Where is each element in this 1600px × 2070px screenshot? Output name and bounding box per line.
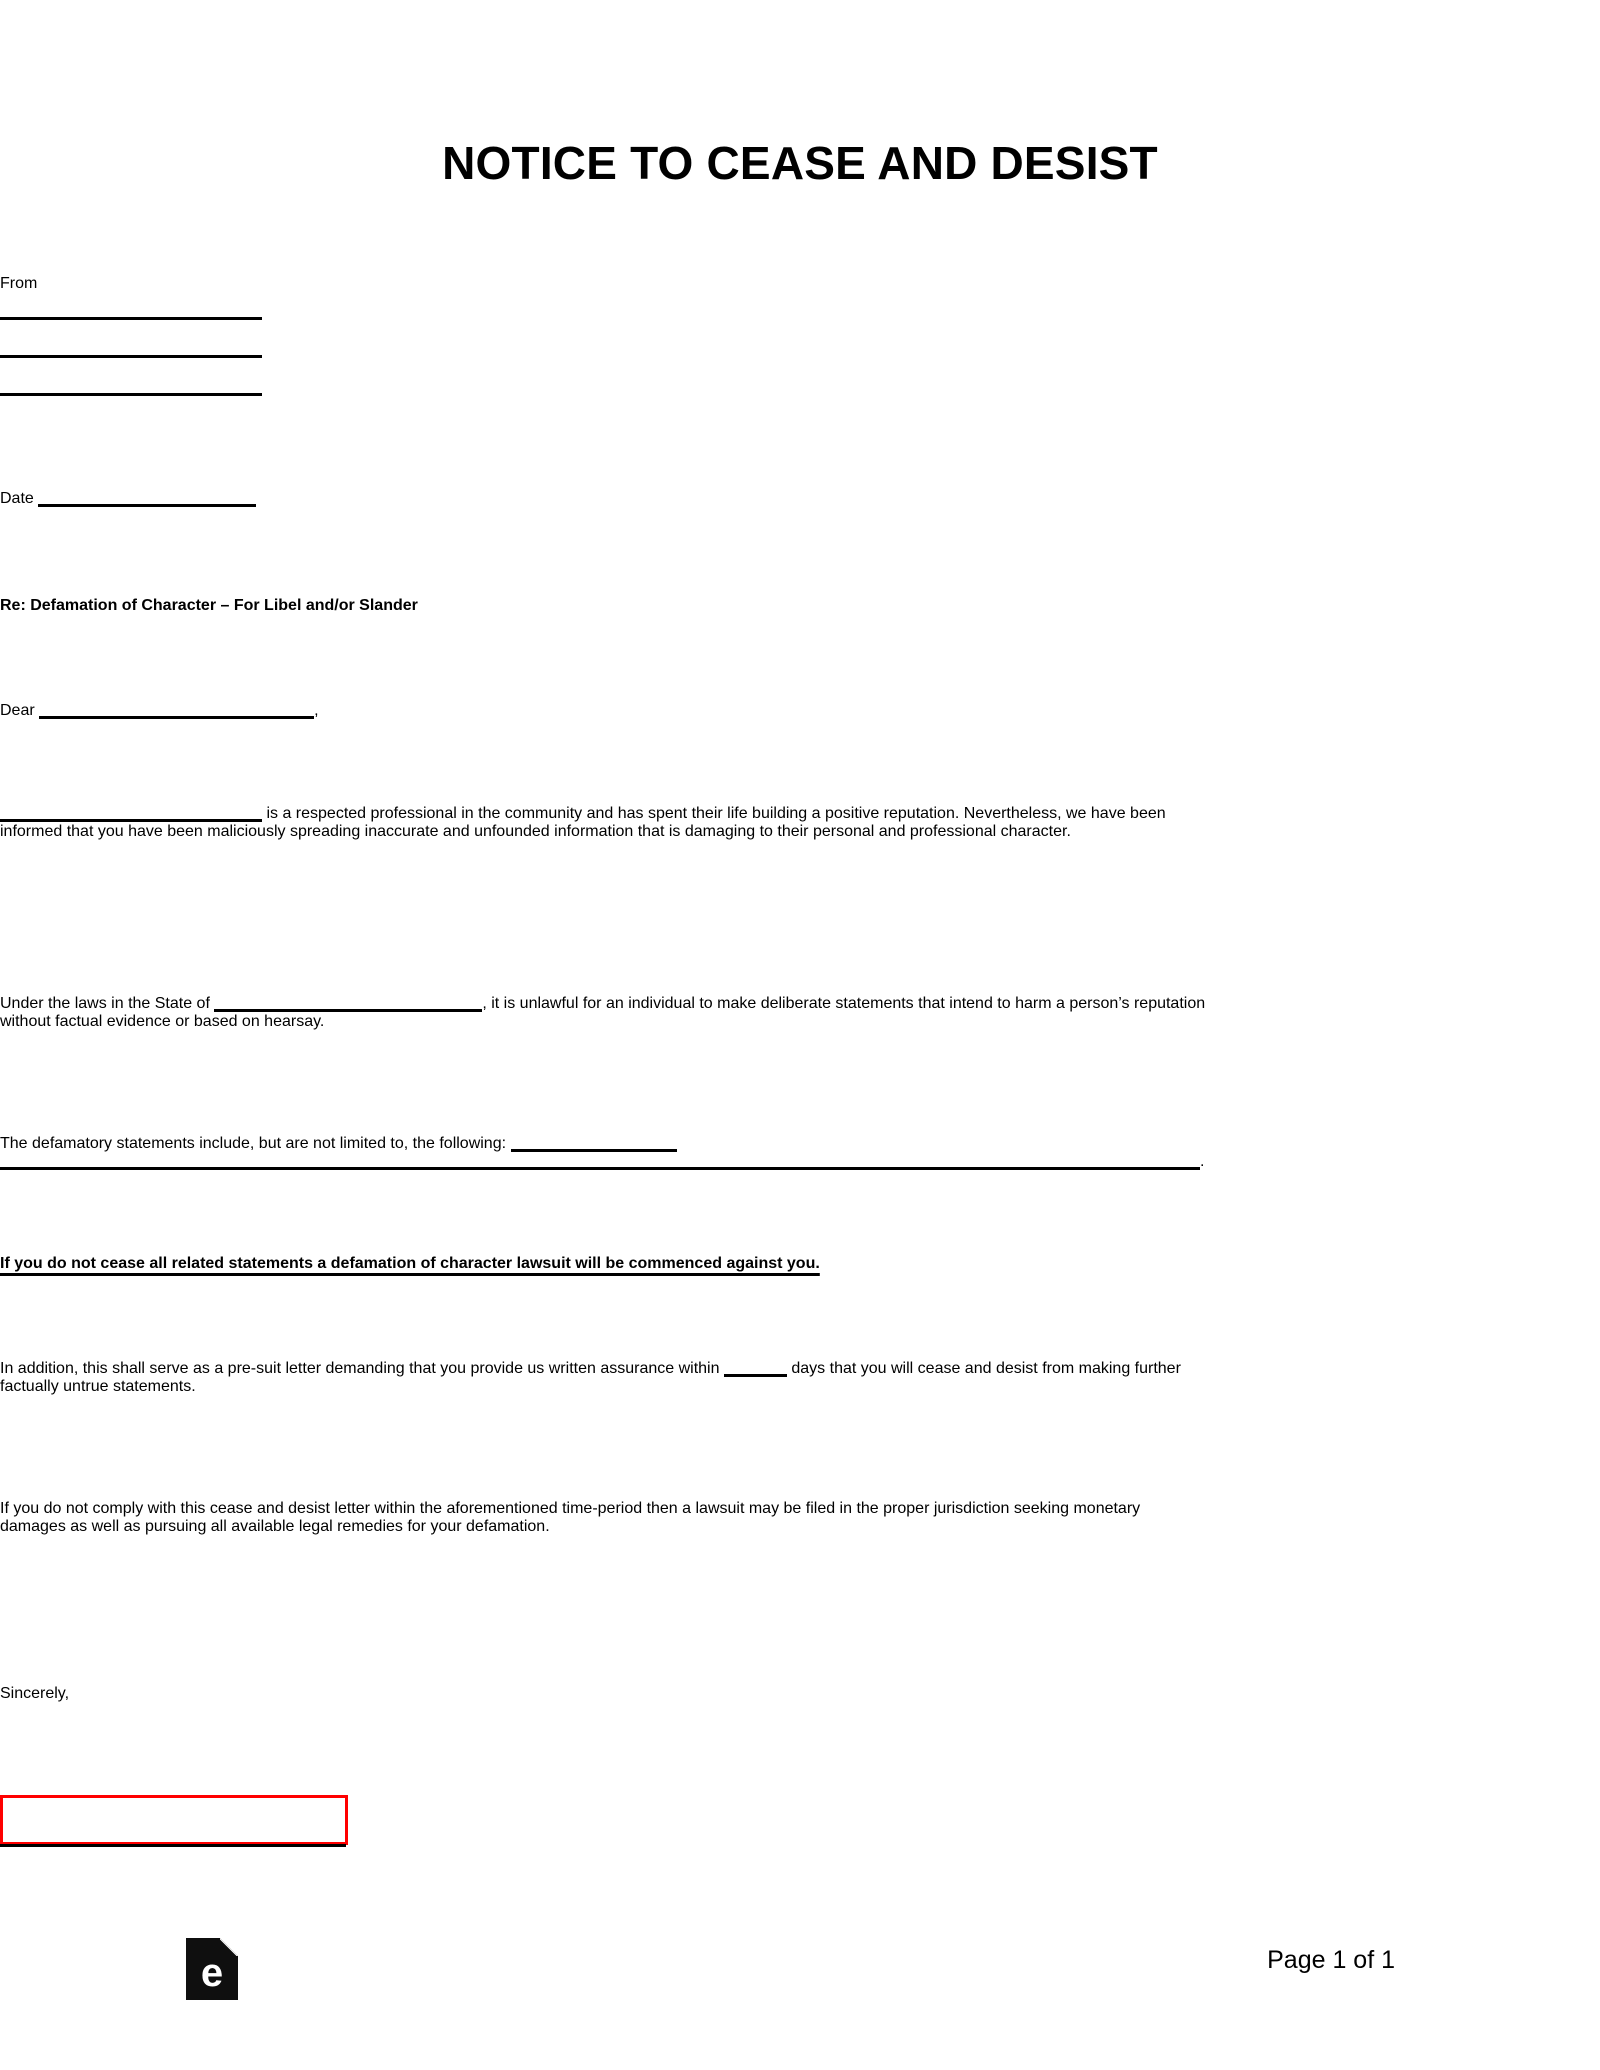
- signature-rule: [0, 1844, 346, 1847]
- paragraph-3-period: .: [1200, 1153, 1205, 1170]
- date-block: [0, 490, 1206, 508]
- paragraph-4-warning: [0, 1255, 1206, 1273]
- signature-input[interactable]: [0, 1795, 348, 1845]
- salutation-block: [0, 702, 1206, 720]
- paragraph-4-text: If you do not cease all related statements a defamation of character lawsuit will be commenced against you.: [0, 1255, 820, 1272]
- from-address-line-2[interactable]: [0, 331, 1206, 369]
- subject-line: Re: Defamation of Character – For Libel and/or Slander: [0, 597, 418, 614]
- from-block: [0, 275, 1206, 407]
- paragraph-2-text-before: Under the laws in the State of: [0, 995, 215, 1012]
- from-address-line-1[interactable]: [0, 293, 1206, 331]
- claimant-name-fill-rule[interactable]: [0, 819, 262, 822]
- svg-text:e: e: [200, 1951, 224, 1995]
- page-indicator: Page 1 of 1: [1267, 1946, 1395, 1974]
- statements-fill-rule-2[interactable]: [0, 1167, 1200, 1170]
- salutation-fill-rule[interactable]: [39, 716, 314, 719]
- fill-rule[interactable]: [0, 355, 262, 358]
- fill-rule[interactable]: [0, 393, 262, 396]
- paragraph-5: [0, 1360, 1206, 1396]
- fill-rule[interactable]: [0, 317, 262, 320]
- statements-fill-rule-1[interactable]: [511, 1149, 677, 1152]
- paragraph-3: [0, 1135, 1206, 1171]
- paragraph-5-text-after: days that you will cease and desist from making further factually untrue statements.: [0, 1360, 1181, 1395]
- days-fill-rule[interactable]: [724, 1374, 787, 1377]
- salutation-label: Dear: [0, 702, 35, 719]
- state-fill-rule[interactable]: [214, 1009, 482, 1012]
- from-address-line-3[interactable]: [0, 369, 1206, 407]
- paragraph-1: [0, 805, 1206, 841]
- paragraph-3-text-before: The defamatory statements include, but are not limited to, the following:: [0, 1135, 511, 1152]
- paragraph-5-text-before: In addition, this shall serve as a pre-suit letter demanding that you provide us written assurance within: [0, 1360, 724, 1377]
- from-address-lines: [0, 293, 1206, 407]
- date-label: Date: [0, 490, 34, 507]
- date-fill-rule[interactable]: [38, 504, 256, 507]
- paragraph-6: If you do not comply with this cease and desist letter within the aforementioned time-period then a lawsuit may be filed in the proper jurisdiction seeking monetary damages as well as pursuing all available legal remedies for your defamation.: [0, 1500, 1141, 1535]
- signature-block: [0, 1795, 1206, 1845]
- salutation-comma: ,: [314, 702, 319, 719]
- page-title: NOTICE TO CEASE AND DESIST: [442, 137, 1158, 189]
- eforms-document-icon: [186, 1938, 238, 2000]
- from-label: From: [0, 275, 38, 292]
- paragraph-2: [0, 995, 1206, 1031]
- closing-line: Sincerely,: [0, 1685, 70, 1702]
- paragraph-1-text: is a respected professional in the community and has spent their life building a positive reputation. Nevertheless, we have been informed that you have been maliciously spreading inaccurate and unfounded information that is damaging to their personal and professional character.: [0, 805, 1166, 840]
- paragraph-2-text-after: , it is unlawful for an individual to make deliberate statements that intend to harm a person’s reputation without factual evidence or based on hearsay.: [0, 995, 1206, 1030]
